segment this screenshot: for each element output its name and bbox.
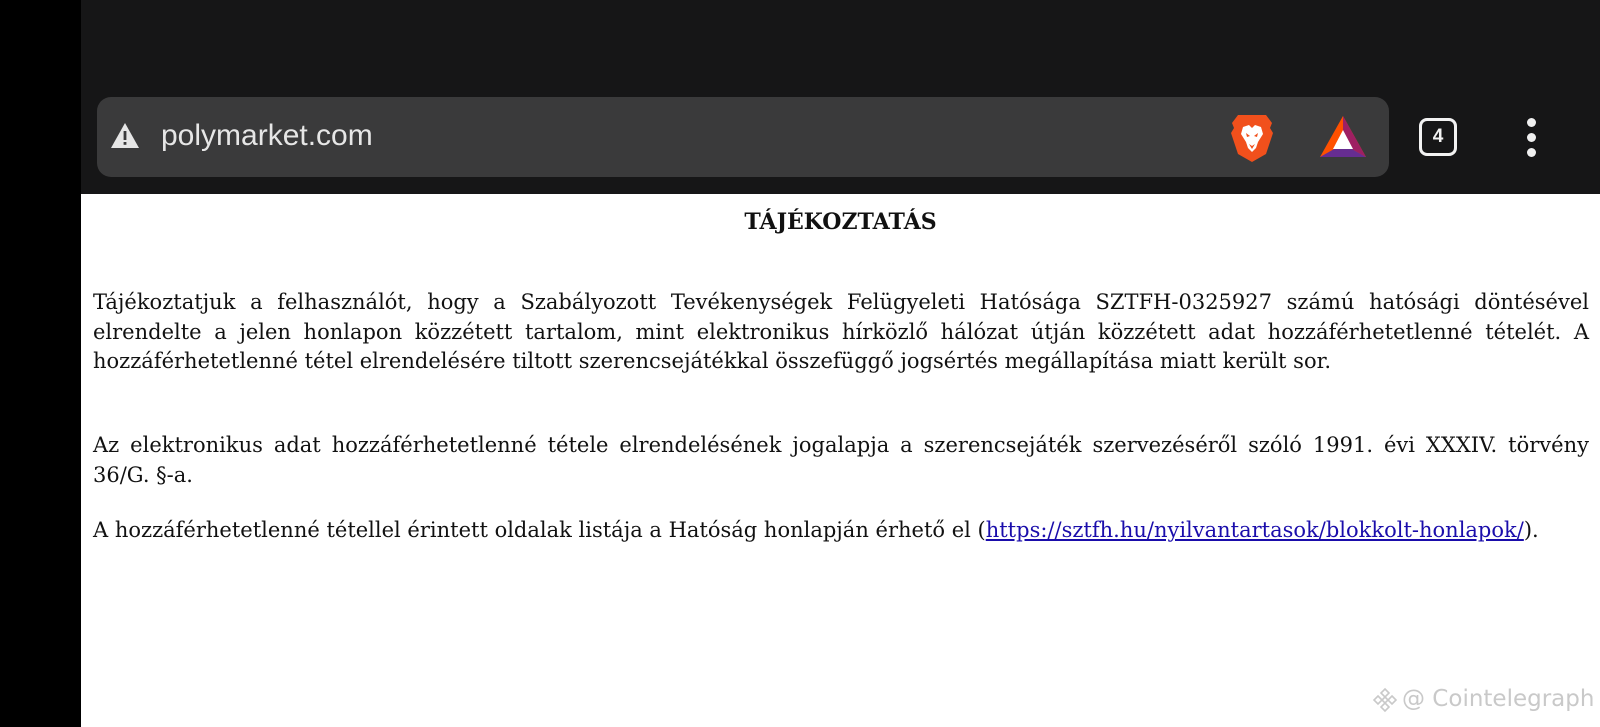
page-title: TÁJÉKOZTATÁS	[744, 209, 937, 235]
tab-count-button[interactable]: 4	[1419, 118, 1457, 156]
notice-paragraph-2: Az elektronikus adat hozzáférhetetlenné tétele elrendelésének jogalapja a szerencsejáték szervezéséről szóló 1991. évi XXXIV. törvény 36/G. §-a.	[93, 433, 1589, 487]
paragraph-3-end: ).	[1523, 518, 1539, 542]
paragraph-3-text: A hozzáférhetetlenné tétellel érintett oldalak listája a Hatóság honlapján érhető el (	[93, 518, 986, 542]
page-content	[81, 194, 1600, 727]
url-text[interactable]: polymarket.com	[161, 119, 373, 152]
brave-lion-icon[interactable]	[1228, 112, 1276, 164]
binance-logo-icon	[1372, 687, 1398, 713]
notice-paragraph-3	[93, 516, 1589, 546]
warning-triangle-icon[interactable]	[110, 121, 140, 151]
vertical-dots-icon[interactable]	[1522, 118, 1542, 158]
bat-triangle-icon[interactable]	[1318, 114, 1368, 160]
watermark-text: @ Cointelegraph	[1402, 686, 1595, 712]
notice-paragraph-1: Tájékoztatjuk a felhasználót, hogy a Szabályozott Tevékenységek Felügyeleti Hatósága SZTFH-0325927 számú hatósági döntésével elrendelte a jelen honlapon közzétett tartalom, mint elektronikus hírközlő hálózat útján közzétett adat hozzáférhetetlenné tételét. A hozzáférhetetlenné tétel elrendelésére tiltott szerencsejátékkal összefüggő jogsértés megállapítása miatt került sor.	[93, 290, 1589, 373]
blocked-sites-link[interactable]: https://sztfh.hu/nyilvantartasok/blokkolt-honlapok/	[985, 518, 1524, 542]
left-black-bar	[0, 0, 81, 727]
watermark	[1372, 686, 1594, 713]
